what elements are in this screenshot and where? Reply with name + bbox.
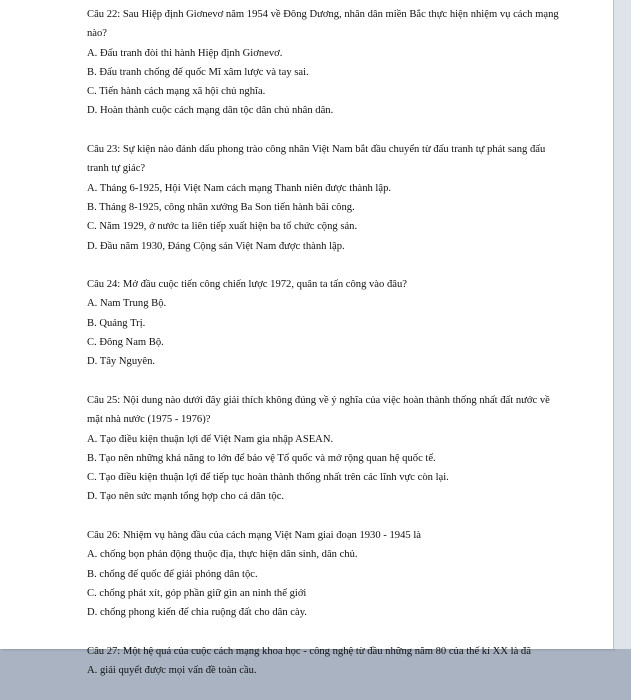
- option-c: C. Năm 1929, ở nước ta liên tiếp xuất hiện ba tổ chức cộng sản.: [87, 221, 358, 233]
- question-stem: Câu 25: Nội dung nào dưới đây giải thích không đúng về ý nghĩa của việc hoàn thành thống nhất đất nước về mặt nhà nước (1975 - 1976)?: [87, 394, 550, 426]
- question-24: [87, 275, 567, 371]
- question-25: [87, 391, 567, 507]
- option-c: C. chống phát xít, góp phần giữ gìn an ninh thế giới: [87, 587, 307, 599]
- question-stem: Câu 26: Nhiệm vụ hàng đầu của cách mạng Việt Nam giai đoạn 1930 - 1945 là: [87, 530, 421, 542]
- option-a: A. Nam Trung Bộ.: [87, 298, 167, 310]
- option-c: C. Đông Nam Bộ.: [87, 337, 164, 349]
- option-d: D. Tạo nên sức mạnh tổng hợp cho cả dân tộc.: [87, 491, 285, 503]
- document-content: [87, 5, 567, 700]
- option-c: C. Tạo điều kiện thuận lợi để tiếp tục hoàn thành thống nhất trên các lĩnh vực còn lại.: [87, 472, 449, 484]
- option-a: A. Tháng 6-1925, Hội Việt Nam cách mạng Thanh niên được thành lập.: [87, 182, 392, 194]
- option-b: B. Tạo nên những khả năng to lớn để bảo vệ Tổ quốc và mở rộng quan hệ quốc tế.: [87, 452, 436, 464]
- question-stem: Câu 24: Mở đầu cuộc tiến công chiến lược 1972, quân ta tấn công vào đâu?: [87, 279, 407, 291]
- option-a: A. chống bọn phản động thuộc địa, thực hiện dân sinh, dân chủ.: [87, 549, 358, 561]
- option-d: D. Tây Nguyên.: [87, 356, 156, 368]
- question-stem: Câu 22: Sau Hiệp định Giơnevơ năm 1954 về Đông Dương, nhân dân miền Bắc thực hiện nhiệm vụ cách mạng nào?: [87, 9, 559, 40]
- option-b: B. Quảng Trị.: [87, 317, 146, 329]
- question-stem: Câu 27: Một hệ quả của cuộc cách mạng khoa học - công nghệ từ đầu những năm 80 của thế kỉ XX là đã: [87, 645, 531, 657]
- vertical-scrollbar[interactable]: [613, 0, 631, 649]
- question-stem: Câu 23: Sự kiện nào đánh dấu phong trào công nhân Việt Nam bắt đầu chuyển từ đấu tranh tự phát sang đấu tranh tự giác?: [87, 144, 546, 175]
- option-b: B. Đấu tranh chống đế quốc Mĩ xâm lược và tay sai.: [87, 66, 309, 78]
- option-d: D. Đầu năm 1930, Đảng Cộng sản Việt Nam được thành lập.: [87, 240, 345, 252]
- option-a: A. giải quyết được mọi vấn đề toàn cầu.: [87, 665, 257, 677]
- question-23: [87, 140, 567, 256]
- option-b: B. Tháng 8-1925, công nhân xưởng Ba Son tiến hành bãi công.: [87, 201, 355, 213]
- option-a: A. Đấu tranh đòi thi hành Hiệp định Giơnevơ.: [87, 47, 283, 59]
- question-22: [87, 5, 567, 121]
- question-26: [87, 526, 567, 622]
- question-27: [87, 642, 567, 681]
- option-c: C. Tiến hành cách mạng xã hội chủ nghĩa.: [87, 86, 266, 98]
- option-a: A. Tạo điều kiện thuận lợi để Việt Nam gia nhập ASEAN.: [87, 433, 334, 445]
- option-d: D. chống phong kiến để chia ruộng đất cho dân cày.: [87, 607, 307, 619]
- option-d: D. Hoàn thành cuộc cách mạng dân tộc dân chủ nhân dân.: [87, 105, 334, 117]
- option-b: B. chống đế quốc để giải phóng dân tộc.: [87, 568, 258, 580]
